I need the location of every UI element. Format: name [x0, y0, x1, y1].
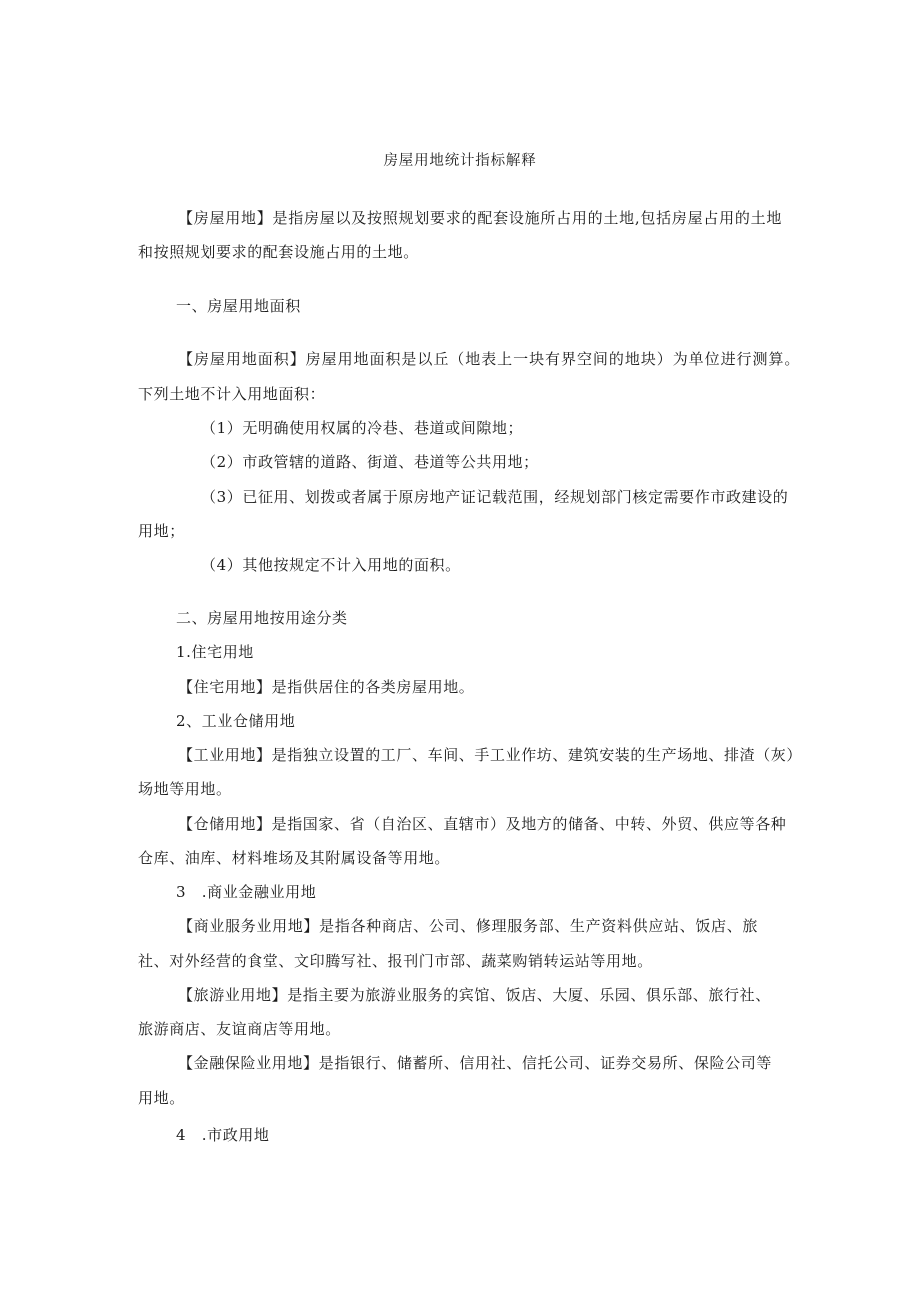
intro-line-2: 和按照规划要求的配套设施占用的土地。	[138, 243, 419, 261]
finance-definition-line-1: 【金融保险业用地】是指银行、储蓄所、信用社、信托公司、证券交易所、保险公司等	[178, 1054, 772, 1072]
tourism-definition-line-1: 【旅游业用地】是指主要为旅游业服务的宾馆、饭店、大厦、乐园、俱乐部、旅行社、	[178, 986, 771, 1004]
exclusion-item-2: （2）市政管辖的道路、街道、巷道等公共用地；	[201, 453, 539, 471]
exclusion-item-4: （4）其他按规定不计入用地的面积。	[201, 556, 461, 574]
industrial-storage-heading: 2、工业仓储用地	[176, 712, 296, 730]
storage-definition-line-2: 仓库、油库、材料堆场及其附属设备等用地。	[138, 849, 451, 867]
storage-definition-line-1: 【仓储用地】是指国家、省（自治区、直辖市）及地方的储备、中转、外贸、供应等各种	[178, 815, 787, 833]
section-1-heading: 一、房屋用地面积	[176, 297, 301, 315]
area-definition-line-1: 【房屋用地面积】房屋用地面积是以丘（地表上一块有界空间的地块）为单位进行测算。	[178, 350, 800, 368]
exclusion-item-1: （1）无明确使用权属的冷巷、巷道或间隙地；	[201, 419, 524, 437]
exclusion-item-3: （3）已征用、划拨或者属于原房地产证记载范围，经规划部门核定需要作市政建设的	[201, 488, 789, 506]
finance-definition-line-2: 用地。	[138, 1089, 185, 1107]
commerce-definition-line-1: 【商业服务业用地】是指各种商店、公司、修理服务部、生产资料供应站、饭店、旅	[178, 917, 758, 935]
page-title: 房屋用地统计指标解释	[383, 153, 537, 169]
tourism-definition-line-2: 旅游商店、友谊商店等用地。	[138, 1020, 341, 1038]
area-definition-line-2: 下列土地不计入用地面积：	[138, 385, 326, 403]
residential-definition: 【住宅用地】是指供居住的各类房屋用地。	[178, 678, 475, 696]
intro-line-1: 【房屋用地】是指房屋以及按照规划要求的配套设施所占用的土地,包括房屋占用的土地	[178, 209, 782, 227]
exclusion-item-3-continued: 用地；	[138, 522, 185, 540]
commerce-definition-line-2: 社、对外经营的食堂、文印腾写社、报刊门市部、蔬菜购销转运站等用地。	[138, 952, 653, 970]
residential-heading: 1.住宅用地	[176, 643, 254, 661]
municipal-heading: 4 .市政用地	[176, 1126, 270, 1144]
industrial-definition-line-1: 【工业用地】是指独立设置的工厂、车间、手工业作坊、建筑安装的生产场地、排渣（灰）	[178, 746, 803, 764]
industrial-definition-line-2: 场地等用地。	[138, 780, 232, 798]
commercial-finance-heading: 3 .商业金融业用地	[176, 883, 317, 901]
section-2-heading: 二、房屋用地按用途分类	[176, 609, 348, 627]
